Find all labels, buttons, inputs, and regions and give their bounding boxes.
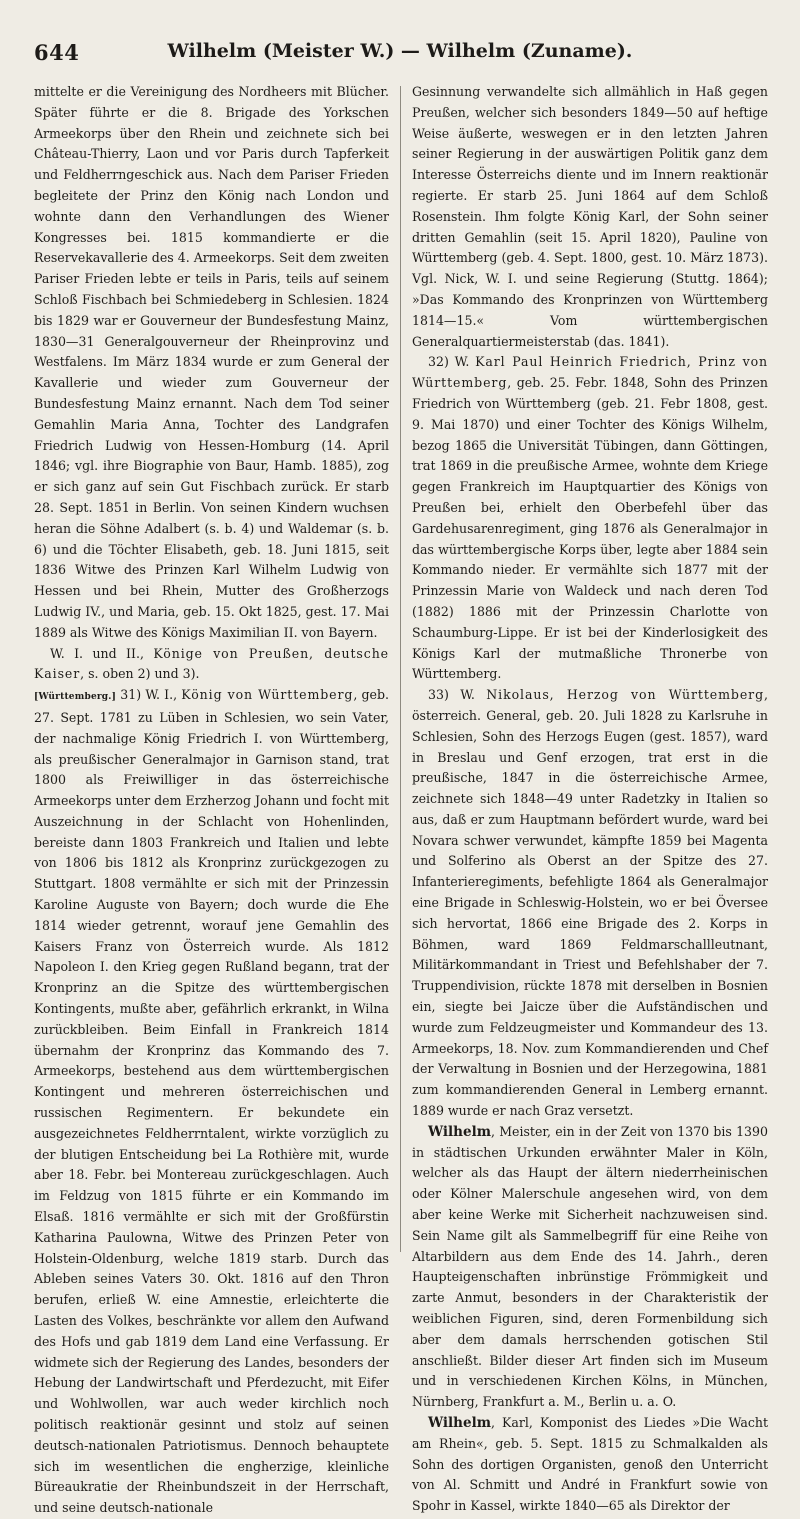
entry-lemma: Wilhelm — [428, 1123, 491, 1140]
right-column — [412, 82, 769, 1514]
entry-title: Nikolaus, Herzog von Württemberg — [486, 687, 764, 703]
paragraph-w-i-wuerttemberg-cont: Gesinnung verwandelte sich allmählich in Haß gegen Preußen, welcher sich besonders 1849—50 auf heftige Weise äußerte, weswegen er in den letzten Jahren seiner Regierung in der auswärtigen Politik ganz dem Interesse Österreichs diente und im Innern reaktionär regierte. Er starb 25. Juni 1864 auf dem Schloß Rosenstein. Ihm folgte König Karl, der Sohn seiner dritten Gemahlin (seit 15. April 1820), Pauline von Württemberg (geb. 4. Sept. 1800, gest. 10. März 1873). Vgl. Nick, W. I. und seine Regierung (Stuttg. 1864); »Das Kommando des Kronprinzen von Württemberg 1814—15.« Vom württembergischen Generalquartiermeisterstab (das. 1841). — [412, 84, 768, 349]
entry-body: , Meister, ein in der Zeit von 1370 bis 1390 in städtischen Urkunden erwähnter Maler in Köln, welcher als das Haupt der ältern niederrheinischen oder Kölner Malerschule angesehen wird, von dem aber keine Werke mit Sicherheit nachzuweisen sind. Sein Name gilt als Sammelbegriff für eine Reihe von Altarbildern aus dem Ende des 14. Jahrh., deren Haupteigenschaften inbrünstige Frömmigkeit und zarte Anmut, besonders in der Charakteristik der weiblichen Figuren, sind, deren Formenbildung sich aber dem damals herrschenden gotischen Stil anschließt. Bilder dieser Art finden sich im Museum und in verschiedenen Kirchen Kölns, in München, Nürnberg, Frankfurt a. M., Berlin u. a. O. — [412, 1123, 768, 1410]
entry-title: König von Württemberg — [181, 687, 354, 703]
paragraph-wilhelm-meister — [412, 1122, 768, 1413]
entry-body: , geb. 27. Sept. 1781 zu Lüben in Schlesien, wo sein Vater, der nachmalige König Friedrich I. von Württemberg, als preußischer Generalmajor in Garnison stand, trat 1800 als Freiwilliger in das österreichische Armeekorps unter dem Erzherzog Johann und focht mit Auszeichnung in der Schlacht von Hohenlinden, bereiste dann 1803 Frankreich und Italien und lebte von 1806 bis 1812 als Kronprinz zurückgezogen zu Stuttgart. 1808 vermählte er sich mit der Prinzessin Karoline Auguste von Bayern; doch wurde die Ehe 1814 wieder getrennt, worauf jene Gemahlin des Kaisers Franz von Österreich wurde. Als 1812 Napoleon I. den Krieg gegen Rußland begann, trat der Kronprinz an die Spitze des württembergischen Kontingents, mußte aber, gefährlich erkrankt, in Wilna zurückbleiben. Beim Einfall in Frankreich 1814 übernahm der Kronprinz das Kommando des 7. Armeekorps, bestehend aus dem württembergischen Kontingent und mehreren österreichischen und russischen Regimentern. Er bekundete ein ausgezeichnetes Feldherrntalent, wirkte vorzüglich zu der blutigen Entscheidung bei La Rothière mit, wurde aber 18. Febr. bei Montereau zurückgeschlagen. Auch im Feldzug von 1815 führte er ein Kommando im Elsaß. 1816 vermählte er sich mit der Großfürstin Katharina Paulowna, Witwe des Prinzen Peter von Holstein-Oldenburg, welche 1819 starb. Durch das Ableben seines Vaters 30. Okt. 1816 auf den Thron berufen, erließ W. eine Amnestie, erleichterte die Lasten des Volkes, beschränkte vor allem den Aufwand des Hofs und gab 1819 dem Land eine Verfassung. Er widmete sich der Regierung des Landes, besonders der Hebung der Landwirtschaft und Pferdezucht, mit Eifer und Wohlwollen, war auch weder kirchlich noch politisch reaktionär gesinnt und stolz auf seinen deutsch-nationalen Patriotismus. Dennoch behauptete sich im wesentlichen die engherzige, kleinliche Büreaukratie der Rheinbundszeit in der Herrschaft, und seine deutsch-nationale — [34, 687, 389, 1516]
entry-title: Könige von Preußen, deutsche Kaiser — [34, 645, 389, 682]
page-number: 644 — [34, 40, 80, 65]
paragraph-w-prussia-cont: mittelte er die Vereinigung des Nordheers mit Blücher. Später führte er die 8. Brigade des Yorkschen Armeekorps über den Rhein und zeichnete sich bei Château-Thierry, Laon und vor Paris durch Tapferkeit und Feldherrngeschick aus. Nach dem Pariser Frieden begleitete der Prinz den König nach London und wohnte dann den Verhandlungen des Wiener Kongresses bei. 1815 kommandierte er die Reservekavallerie des 4. Armeekorps. Seit dem zweiten Pariser Frieden lebte er teils in Paris, teils auf seinem Schloß Fischbach bei Schmiedeberg in Schlesien. 1824 bis 1829 war er Gouverneur der Bundesfestung Mainz, 1830—31 Generalgouverneur der Rheinprovinz und Westfalens. Im März 1834 wurde er zum General der Kavallerie und wieder zum Gouverneur der Bundesfestung Mainz ernannt. Nach dem Tod seiner Gemahlin Maria Anna, Tochter des Landgrafen Friedrich Ludwig von Hessen-Homburg (14. April 1846; vgl. ihre Biographie von Baur, Hamb. 1885), zog er sich ganz auf sein Gut Fischbach zurück. Er starb 28. Sept. 1851 in Berlin. Von seinen Kindern wuchsen heran die Söhne Adalbert (s. b. 4) und Waldemar (s. b. 6) und die Töchter Elisabeth, geb. 18. Juni 1815, seit 1836 Witwe des Prinzen Karl Wilhelm Ludwig von Hessen und bei Rhein, Mutter des Großherzogs Ludwig IV., und Maria, geb. 15. Okt 1825, gest. 17. Mai 1889 als Witwe des Königs Maximilian II. von Bayern. — [34, 84, 389, 640]
paragraph-w-cross-reference — [34, 644, 389, 686]
column-divider — [400, 86, 401, 1252]
entry-number: 31) W. I., — [116, 687, 182, 703]
page-header — [34, 36, 766, 76]
paragraph-w-nikolaus — [412, 685, 768, 1122]
entry-title: Karl Paul Heinrich Friedrich, Prinz von Württemberg — [412, 354, 769, 391]
entry-body: , s. oben 2) und 3). — [80, 666, 200, 682]
left-column — [34, 82, 389, 1516]
entry-number: 32) W. — [428, 354, 476, 370]
entry-lemma: Wilhelm — [428, 1415, 491, 1431]
entry-number: 33) W. — [428, 687, 487, 703]
paragraph-w-karl-prinz — [412, 352, 768, 685]
entry-lemma: W. I. und II., — [50, 645, 154, 661]
entry-body: , Karl, Komponist des Liedes »Die Wacht am Rhein«, geb. 5. Sept. 1815 zu Schmalkalden als Sohn des dortigen Organisten, genoß den Unterricht von Al. Schmitt und André in Frankfurt sowie von Spohr in Kassel, wirkte 1840—65 als Direktor der — [412, 1415, 768, 1514]
entry-body: , geb. 25. Febr. 1848, Sohn des Prinzen Friedrich von Württemberg (geb. 21. Febr 1808, gest. 9. Mai 1870) und einer Tochter des Königs Wilhelm, bezog 1865 die Universität Tübingen, dann Göttingen, trat 1869 in die preußische Armee, wohnte dem Kriege gegen Frankreich im Hauptquartier des Königs von Preußen bei, erhielt den Oberbefehl über das Gardehusarenregiment, ging 1876 als Generalmajor in das württembergische Korps über, legte aber 1884 sein Kommando nieder. Er vermählte sich 1877 mit der Prinzessin Marie von Waldeck und nach deren Tod (1882) 1886 mit der Prinzessin Charlotte von Schaumburg-Lippe. Er ist bei der Kinderlosigkeit des Königs Karl der mutmaßliche Thronerbe von Württemberg. — [412, 375, 768, 682]
entry-body: , österreich. General, geb. 20. Juli 1828 zu Karlsruhe in Schlesien, Sohn des Herzogs Eugen (gest. 1857), ward in Breslau und Genf erzogen, trat erst in die preußische, 1847 in die österreichische Armee, zeichnete sich 1848—49 unter Radetzky in Italien so aus, daß er zum Hauptmann befördert wurde, ward bei Novara schwer verwundet, kämpfte 1859 bei Magenta und Solferino als Oberst an der Spitze des 27. Infanterieregiments, befehligte 1864 als Generalmajor eine Brigade in Schleswig-Holstein, wo er bei Översee sich hervortat, 1866 eine Brigade des 2. Korps in Böhmen, ward 1869 Feldmarschallleutnant, Militärkommandant in Triest und Befehlshaber der 7. Truppendivision, rückte 1878 mit derselben in Bosnien ein, siegte bei Jaicze über die Aufständischen und wurde zum Feldzeugmeister und Kommandeur des 13. Armeekorps, 18. Nov. zum Kommandierenden und Chef der Verwaltung in Bosnien und der Herzegowina, 1881 zum kommandierenden General in Lemberg ernannt. 1889 wurde er nach Graz versetzt. — [412, 687, 768, 1119]
section-tag: [Württemberg.] — [34, 692, 117, 703]
running-head: Wilhelm (Meister W.) — Wilhelm (Zuname). — [167, 40, 633, 62]
paragraph-w-i-wuerttemberg — [34, 685, 389, 1519]
paragraph-wilhelm-karl — [412, 1413, 768, 1517]
